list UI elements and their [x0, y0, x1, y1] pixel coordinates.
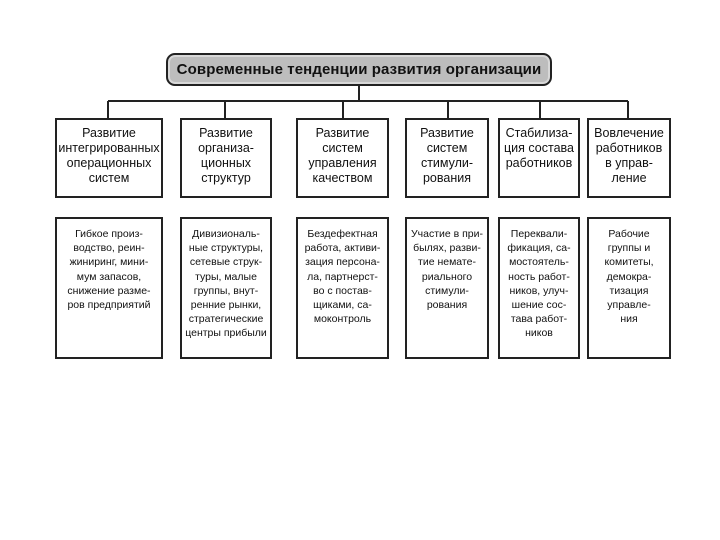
category-label-1: Развитие интегрированных операционных систем — [58, 126, 160, 185]
category-label-6: Вовлечение работников в управ- ление — [594, 126, 664, 185]
category-box-2 — [180, 118, 272, 198]
detail-text-3: Бездефектная работа, активи- зация персона- ла, партнерст- во с постав- щиками, са- моконтроль — [304, 228, 381, 326]
detail-box-3 — [296, 217, 389, 359]
detail-box-6 — [587, 217, 671, 359]
category-label-3: Развитие систем управления качеством — [308, 126, 377, 185]
detail-box-1 — [55, 217, 163, 359]
category-label-4: Развитие систем стимули- рования — [420, 126, 474, 185]
category-box-6 — [587, 118, 671, 198]
category-label-2: Развитие организа- ционных структур — [198, 126, 254, 185]
detail-text-2: Дивизиональ- ные структуры, сетевые струк- туры, малые группы, внут- ренние рынки, стратегические центры прибыли — [185, 228, 267, 340]
detail-box-5 — [498, 217, 580, 359]
detail-box-2 — [180, 217, 272, 359]
category-label-5: Стабилиза- ция состава работников — [504, 126, 574, 170]
detail-text-4: Участие в при- былях, разви- тие немате- риального стимули- рования — [410, 228, 484, 312]
category-box-3 — [296, 118, 389, 198]
category-box-1 — [55, 118, 163, 198]
detail-box-4 — [405, 217, 489, 359]
category-box-4 — [405, 118, 489, 198]
detail-text-6: Рабочие группы и комитеты, демокра- тизация управле- ния — [604, 228, 654, 326]
diagram-title-text: Современные тенденции развития организации — [176, 61, 542, 78]
detail-text-5: Переквали- фикация, са- мостоятель- ность работ- ников, улуч- шение сос- тава работ- ников — [507, 228, 571, 340]
diagram-title — [166, 53, 552, 86]
category-box-5 — [498, 118, 580, 198]
detail-text-1: Гибкое произ- водство, реин- жиниринг, мини- мум запасов, снижение разме- ров предприятий — [67, 228, 151, 312]
